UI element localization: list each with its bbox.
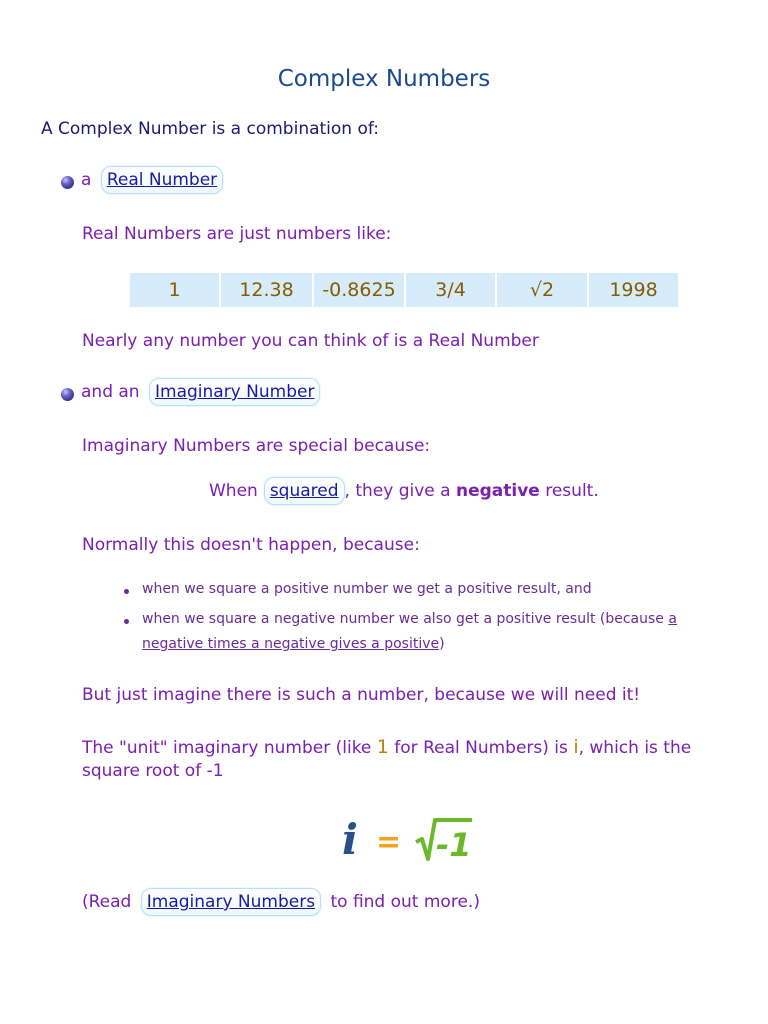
when-text: When (209, 481, 258, 501)
imaginary-number-link[interactable]: Imaginary Number (155, 382, 315, 402)
imaginary-number-line (81, 378, 320, 406)
real-examples-table (128, 273, 680, 307)
real-prefix: a (81, 170, 92, 190)
intro-text: A Complex Number is a combination of: (41, 119, 379, 139)
squared-link[interactable]: squared (269, 481, 339, 501)
imagine-text: But just imagine there is such a number, because we will need it! (82, 685, 641, 705)
page-title: Complex Numbers (277, 66, 491, 92)
bullet-icon (61, 388, 74, 401)
example-cell: 12.38 (221, 273, 312, 307)
example-cell: 1 (130, 273, 219, 307)
read-post: to find out more.) (330, 892, 480, 912)
example-cell: -0.8625 (314, 273, 404, 307)
imaginary-numbers-pill[interactable] (141, 888, 321, 916)
bullet-negative-close: ) (439, 636, 445, 652)
read-more-line (82, 888, 480, 916)
unit-line (82, 736, 691, 758)
example-cell: √2 (497, 273, 587, 307)
when-post-text: result. (545, 481, 599, 501)
squared-sentence (209, 477, 599, 505)
unit-line-2: square root of -1 (82, 761, 224, 781)
bullet-positive: when we square a positive number we get a positive result, and (142, 581, 592, 597)
unit-one: 1 (376, 736, 389, 758)
real-desc: Real Numbers are just numbers like: (82, 224, 392, 244)
example-cell: 1998 (589, 273, 678, 307)
unit-i: i (573, 736, 579, 758)
read-pre: (Read (82, 892, 132, 912)
bullet-negative-text: when we square a negative number we also get a positive result (because (142, 611, 664, 627)
imaginary-desc: Imaginary Numbers are special because: (82, 436, 431, 456)
real-number-link[interactable]: Real Number (106, 170, 218, 190)
bullet-negative (142, 611, 677, 627)
negative-bold: negative (455, 481, 540, 501)
imaginary-numbers-link[interactable]: Imaginary Numbers (146, 892, 316, 912)
real-number-line (81, 166, 223, 194)
unit-pre: The "unit" imaginary number (like (82, 738, 372, 758)
squared-pill[interactable] (264, 477, 345, 505)
example-cell: 3/4 (406, 273, 495, 307)
unit-mid: for Real Numbers) is (394, 738, 568, 758)
unit-post: , which is the (578, 738, 692, 758)
imaginary-prefix: and an (81, 382, 140, 402)
bullet-negative-line2 (142, 636, 445, 652)
normally-text: Normally this doesn't happen, because: (82, 535, 420, 555)
bullet-icon (61, 176, 74, 189)
real-number-pill[interactable] (101, 166, 223, 194)
formula-neg-one: -1 (436, 826, 472, 864)
imaginary-number-pill[interactable] (149, 378, 320, 406)
negative-times-negative-link-a[interactable]: a (668, 611, 677, 627)
real-note: Nearly any number you can think of is a Real Number (82, 331, 539, 351)
list-bullet (124, 619, 129, 624)
when-mid-text: , they give a (344, 481, 451, 501)
formula-equals: = (376, 825, 402, 860)
list-bullet (124, 589, 129, 594)
negative-times-negative-link[interactable]: negative times a negative gives a positive (142, 636, 440, 652)
i-equals-sqrt-neg-one-formula (340, 812, 480, 868)
formula-i: i (342, 815, 358, 864)
